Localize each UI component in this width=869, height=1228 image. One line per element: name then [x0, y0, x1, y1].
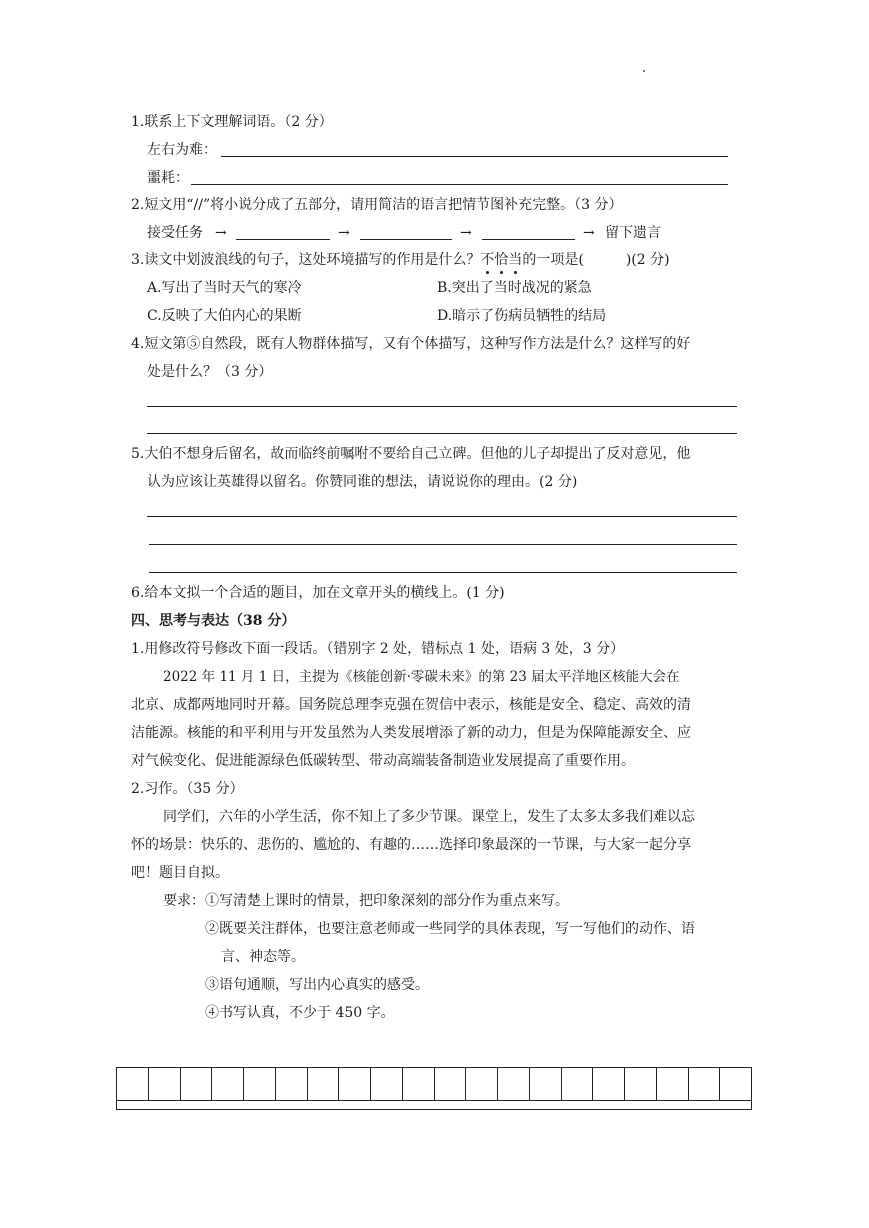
- q3-title-post: 的一项是( )(2 分): [522, 252, 670, 268]
- q3-option-a: A.写出了当时天气的寒冷: [147, 280, 302, 296]
- composition-grid-cell[interactable]: [276, 1068, 308, 1100]
- q1-term2-label: 噩耗：: [147, 170, 189, 186]
- composition-grid-cell[interactable]: [689, 1068, 721, 1100]
- q1-term1-answer-line[interactable]: [221, 156, 728, 157]
- task2-paragraph-line1: 同学们，六年的小学生活，你不知上了多少节课。课堂上，发生了太多太多我们难以忘: [163, 809, 695, 825]
- task2-requirement-2b: 言、神态等。: [221, 949, 305, 965]
- q3-title-pre: 3.读文中划波浪线的句子，这处环境描写的作用是什么？: [131, 252, 481, 268]
- q1-title: 1.联系上下文理解词语。（2 分）: [131, 114, 333, 130]
- composition-grid-cell[interactable]: [466, 1068, 498, 1100]
- composition-grid-row: [117, 1068, 751, 1101]
- q1-term1-label: 左右为难：: [147, 142, 217, 158]
- composition-grid-cell[interactable]: [244, 1068, 276, 1100]
- q4-answer-line-2[interactable]: [147, 433, 737, 434]
- q3-option-d: D.暗示了伤病员牺牲的结局: [437, 308, 607, 324]
- q3-emphasis-char-2: 恰: [494, 252, 509, 268]
- q5-answer-line-1[interactable]: [147, 516, 737, 517]
- composition-grid-cell[interactable]: [308, 1068, 340, 1100]
- task2-paragraph-line3: 吧！题目自拟。: [131, 865, 229, 881]
- q4-title-line2: 处是什么？（3 分）: [147, 364, 273, 380]
- composition-grid-cell[interactable]: [149, 1068, 181, 1100]
- task1-paragraph-line4: 对气候变化、促进能源绿色低碳转型、带动高端装备制造业发展提高了重要作用。: [131, 753, 635, 769]
- composition-grid-cell[interactable]: [562, 1068, 594, 1100]
- q3-title: [131, 251, 670, 269]
- q2-blank-1[interactable]: [236, 239, 330, 240]
- composition-grid-cell[interactable]: [212, 1068, 244, 1100]
- composition-grid-cell[interactable]: [625, 1068, 657, 1100]
- task2-paragraph-line2: 怀的场景：快乐的、悲伤的、尴尬的、有趣的……选择印象最深的一节课，与大家一起分享: [131, 837, 691, 853]
- composition-grid-cell[interactable]: [435, 1068, 467, 1100]
- q5-answer-line-2[interactable]: [149, 544, 737, 545]
- q5-title-line2: 认为应该让英雄得以留名。你赞同谁的想法，请说说你的理由。(2 分): [147, 474, 578, 490]
- q3-emphasis-char-3: 当: [508, 252, 523, 268]
- composition-grid-cell[interactable]: [339, 1068, 371, 1100]
- task1-paragraph-line1: 2022 年 11 月 1 日，主提为《核能创新·零碳未来》的第 23 届太平洋地区核能大会在: [163, 669, 680, 685]
- q2-arrow-4: →: [583, 225, 595, 241]
- task1-paragraph-line2: 北京、成都两地同时开幕。国务院总理李克强在贺信中表示，核能是安全、稳定、高效的清: [131, 697, 691, 713]
- section4-heading: 四、思考与表达（38 分）: [131, 613, 296, 629]
- composition-grid-cell[interactable]: [593, 1068, 625, 1100]
- q3-option-b: B.突出了当时战况的紧急: [437, 280, 592, 296]
- composition-grid-cell[interactable]: [657, 1068, 689, 1100]
- task1-title: 1.用修改符号修改下面一段话。（错别字 2 处，错标点 1 处，语病 3 处，3 分）: [131, 641, 625, 657]
- q6-title: 6.给本文拟一个合适的题目，加在文章开头的横线上。(1 分): [131, 585, 505, 601]
- task2-title: 2.习作。（35 分）: [131, 781, 244, 797]
- task2-requirement-4: ④书写认真，不少于 450 字。: [205, 1005, 395, 1021]
- q5-title-line1: 5.大伯不想身后留名，故而临终前嘱咐不要给自己立碑。但他的儿子却提出了反对意见，他: [131, 446, 691, 462]
- composition-grid-cell[interactable]: [117, 1068, 149, 1100]
- q1-term2-answer-line[interactable]: [191, 184, 728, 185]
- q5-answer-line-3[interactable]: [149, 572, 737, 573]
- q2-title: 2.短文用“//”将小说分成了五部分，请用简洁的语言把情节图补充完整。（3 分）: [131, 197, 623, 213]
- q2-blank-2[interactable]: [360, 239, 452, 240]
- q2-arrow-3: →: [460, 225, 472, 241]
- q2-blank-3[interactable]: [482, 239, 575, 240]
- q2-plot-start: 接受任务: [147, 225, 203, 241]
- q2-arrow-2: →: [338, 225, 350, 241]
- composition-grid[interactable]: [116, 1067, 752, 1110]
- q2-arrow-1: →: [215, 225, 227, 241]
- composition-grid-cell[interactable]: [498, 1068, 530, 1100]
- task2-requirement-2a: ②既要关注群体，也要注意老师或一些同学的具体表现，写一写他们的动作、语: [205, 921, 695, 937]
- composition-grid-cell[interactable]: [181, 1068, 213, 1100]
- composition-grid-cell[interactable]: [371, 1068, 403, 1100]
- task1-paragraph-line3: 洁能源。核能的和平利用与开发虽然为人类发展增添了新的动力，但是为保障能源安全、应: [131, 725, 691, 741]
- q3-emphasis-char-1: 不: [480, 252, 495, 268]
- page-mark-dot: [643, 70, 645, 72]
- task2-requirements-label: 要求：: [163, 893, 205, 909]
- q4-title-line1: 4.短文第⑤自然段，既有人物群体描写，又有个体描写，这种写作方法是什么？这样写的好: [131, 336, 691, 352]
- task2-requirement-1: ①写清楚上课时的情景，把印象深刻的部分作为重点来写。: [205, 893, 569, 909]
- composition-grid-cell[interactable]: [530, 1068, 562, 1100]
- q2-plot-end: 留下遗言: [605, 225, 661, 241]
- q3-option-c: C.反映了大伯内心的果断: [147, 308, 302, 324]
- task2-requirement-3: ③语句通顺，写出内心真实的感受。: [205, 977, 429, 993]
- q4-answer-line-1[interactable]: [147, 406, 737, 407]
- composition-grid-cell[interactable]: [720, 1068, 751, 1100]
- composition-grid-cell[interactable]: [403, 1068, 435, 1100]
